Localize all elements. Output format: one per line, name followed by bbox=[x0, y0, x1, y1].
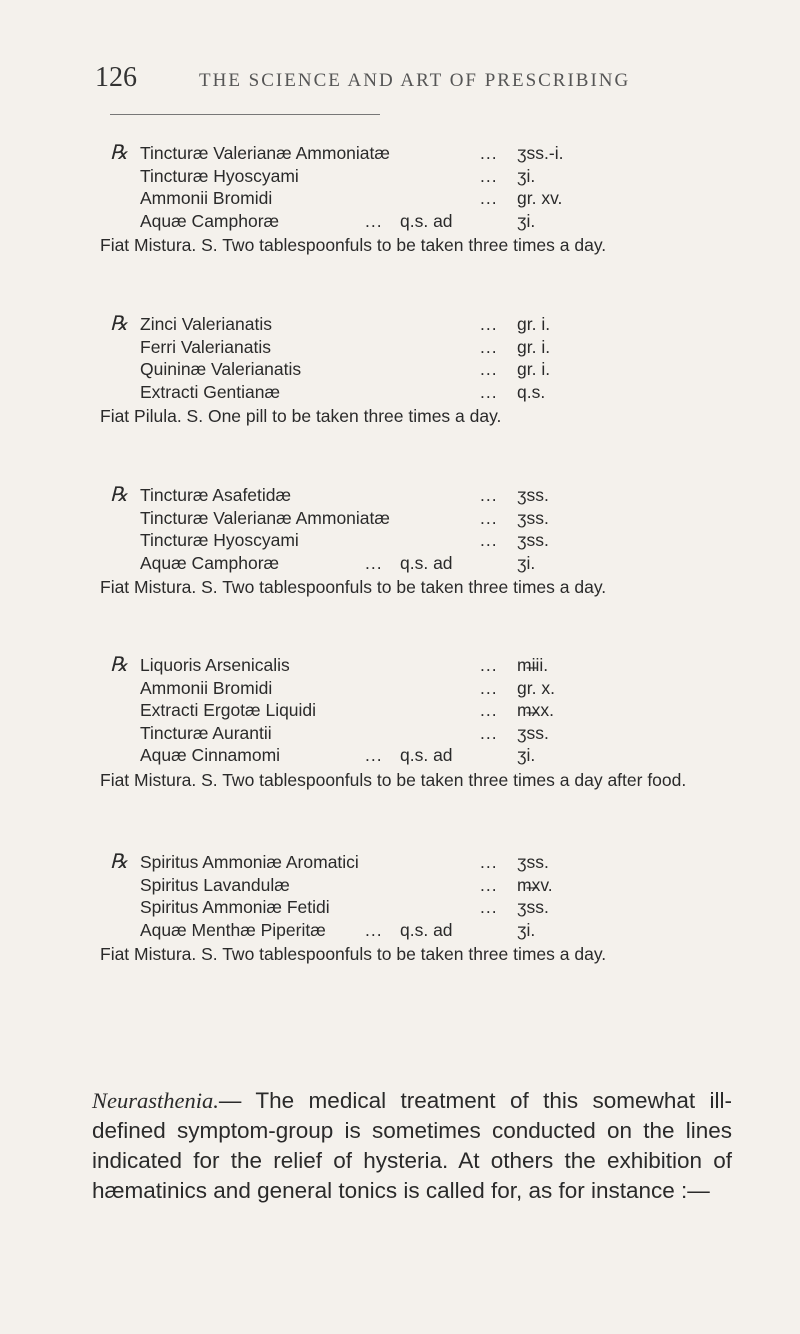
leader-dots: ... bbox=[480, 336, 498, 357]
ingredient-quantity: ʒss.-i. bbox=[517, 143, 564, 163]
ingredient-line bbox=[110, 381, 750, 404]
ingredient-line bbox=[110, 874, 750, 897]
direction-text: Fiat Pilula. S. One pill to be taken three times a day. bbox=[100, 406, 502, 426]
ingredient-quantity: ʒss. bbox=[517, 722, 549, 743]
leader-dots: ... bbox=[480, 722, 498, 743]
leader-dots: ... bbox=[480, 359, 498, 379]
ingredient-line bbox=[110, 744, 750, 767]
direction-text: Fiat Mistura. S. Two tablespoonfuls to be taken three times a day after food. bbox=[100, 769, 687, 790]
leader-dots: ... bbox=[480, 314, 498, 334]
ingredient-name: Tincturæ Hyoscyami bbox=[140, 165, 299, 186]
leader-dots: ... bbox=[480, 700, 498, 720]
ingredient-line bbox=[110, 677, 750, 700]
ingredient-name: Extracti Gentianæ bbox=[140, 381, 281, 402]
ingredient-name: Aquæ Menthæ Piperitæ bbox=[140, 919, 326, 940]
recipe-symbol: ℞ bbox=[110, 313, 128, 335]
ingredient-line bbox=[110, 142, 750, 165]
leader-dots: ... bbox=[365, 210, 383, 231]
ingredient-name: Aquæ Camphoræ bbox=[140, 552, 280, 573]
ingredient-quantity: gr. x. bbox=[517, 677, 555, 698]
ingredient-name: Ammonii Bromidi bbox=[140, 677, 273, 698]
leader-dots: ... bbox=[480, 381, 498, 402]
section-heading: Neurasthenia. bbox=[92, 1088, 219, 1113]
ingredient-line bbox=[110, 165, 750, 188]
recipe-symbol: ℞ bbox=[110, 484, 128, 506]
ingredient-quantity: gr. i. bbox=[517, 336, 551, 357]
ingredient-name: Extracti Ergotæ Liquidi bbox=[140, 700, 317, 720]
leader-dots: ... bbox=[480, 677, 498, 698]
ingredient-line bbox=[110, 851, 750, 874]
ingredient-quantity: ʒss. bbox=[517, 897, 549, 917]
ingredient-name: Ferri Valerianatis bbox=[140, 336, 271, 357]
ingredient-name: Spiritus Lavandulæ bbox=[140, 874, 290, 895]
ingredient-quantity: ʒss. bbox=[517, 852, 549, 872]
leader-dots: ... bbox=[480, 143, 498, 163]
ingredient-quantity: ʒss. bbox=[517, 507, 549, 528]
ingredient-quantity: m̶xv. bbox=[517, 874, 553, 895]
page-header bbox=[95, 62, 735, 102]
ingredient-quantity: ʒi. bbox=[517, 745, 536, 765]
leader-dots: ... bbox=[480, 852, 498, 872]
ingredient-quantity: ʒss. bbox=[517, 485, 549, 505]
neurasthenia-paragraph bbox=[92, 1086, 732, 1206]
ingredient-quantity: m̶iii. bbox=[517, 655, 549, 675]
leader-dots: ... bbox=[480, 530, 498, 550]
qs-ad: q.s. ad bbox=[400, 745, 453, 765]
ingredient-line bbox=[110, 358, 750, 381]
ingredient-line bbox=[110, 187, 750, 210]
leader-dots: ... bbox=[480, 485, 498, 505]
ingredient-name: Tincturæ Hyoscyami bbox=[140, 530, 299, 550]
direction-text: Fiat Mistura. S. Two tablespoonfuls to be taken three times a day. bbox=[100, 577, 607, 597]
prescription-block bbox=[100, 654, 750, 790]
prescription-block bbox=[100, 142, 750, 255]
ingredient-line bbox=[110, 654, 750, 677]
ingredient-name: Liquoris Arsenicalis bbox=[140, 655, 290, 675]
leader-dots: ... bbox=[365, 919, 383, 940]
qs-ad: q.s. ad bbox=[400, 210, 453, 231]
ingredient-line bbox=[110, 336, 750, 359]
ingredient-quantity: gr. i. bbox=[517, 314, 551, 334]
ingredient-quantity: ʒi. bbox=[517, 210, 536, 231]
leader-dots: ... bbox=[480, 655, 498, 675]
ingredient-name: Aquæ Cinnamomi bbox=[140, 745, 281, 765]
ingredient-line bbox=[110, 896, 750, 919]
ingredient-quantity: gr. i. bbox=[517, 359, 551, 379]
ingredient-line bbox=[110, 919, 750, 942]
direction-text: Fiat Mistura. S. Two tablespoonfuls to be taken three times a day. bbox=[100, 944, 607, 964]
ingredient-line bbox=[110, 507, 750, 530]
ingredient-name: Tincturæ Asafetidæ bbox=[140, 485, 292, 505]
prescription-block bbox=[100, 313, 750, 426]
ingredient-line bbox=[110, 484, 750, 507]
ingredient-name: Ammonii Bromidi bbox=[140, 188, 273, 208]
ingredient-line bbox=[110, 529, 750, 552]
ingredient-name: Tincturæ Valerianæ Ammoniatæ bbox=[140, 507, 390, 528]
ingredient-quantity: q.s. bbox=[517, 381, 546, 402]
ingredient-quantity: ʒi. bbox=[517, 165, 536, 186]
leader-dots: ... bbox=[480, 165, 498, 186]
recipe-symbol: ℞ bbox=[110, 851, 128, 873]
ingredient-name: Spiritus Ammoniæ Aromatici bbox=[140, 852, 359, 872]
paragraph-text: — The medical treatment of this somewhat ill-defined symptom-group is sometimes conducted on the lines indicated for the relief of hysteria. At others the exhibition of hæmatinics and general tonics is called for, as for instance :— bbox=[92, 1088, 732, 1203]
running-title: THE SCIENCE AND ART OF PRESCRIBING bbox=[199, 70, 631, 91]
qs-ad: q.s. ad bbox=[400, 552, 453, 573]
ingredient-quantity: ʒss. bbox=[517, 530, 549, 550]
ingredient-name: Quininæ Valerianatis bbox=[140, 359, 302, 379]
leader-dots: ... bbox=[480, 507, 498, 528]
ingredient-line bbox=[110, 313, 750, 336]
ingredient-quantity: ʒi. bbox=[517, 919, 536, 940]
leader-dots: ... bbox=[480, 874, 498, 895]
header-rule bbox=[110, 114, 380, 115]
leader-dots: ... bbox=[365, 552, 383, 573]
recipe-symbol: ℞ bbox=[110, 654, 128, 676]
direction-text: Fiat Mistura. S. Two tablespoonfuls to be taken three times a day. bbox=[100, 235, 607, 255]
ingredient-line bbox=[110, 722, 750, 745]
ingredient-line bbox=[110, 552, 750, 575]
qs-ad: q.s. ad bbox=[400, 919, 453, 940]
leader-dots: ... bbox=[480, 188, 498, 208]
prescription-block bbox=[100, 484, 750, 597]
ingredient-quantity: gr. xv. bbox=[517, 188, 563, 208]
prescription-block bbox=[100, 851, 750, 964]
ingredient-name: Aquæ Camphoræ bbox=[140, 210, 280, 231]
ingredient-name: Spiritus Ammoniæ Fetidi bbox=[140, 897, 330, 917]
ingredient-quantity: m̶xx. bbox=[517, 700, 554, 720]
ingredient-line bbox=[110, 699, 750, 722]
ingredient-name: Tincturæ Aurantii bbox=[140, 722, 272, 743]
recipe-symbol: ℞ bbox=[110, 142, 128, 164]
leader-dots: ... bbox=[480, 897, 498, 917]
page-number: 126 bbox=[95, 62, 137, 93]
ingredient-name: Zinci Valerianatis bbox=[140, 314, 272, 334]
leader-dots: ... bbox=[365, 745, 383, 765]
ingredient-quantity: ʒi. bbox=[517, 552, 536, 573]
ingredient-name: Tincturæ Valerianæ Ammoniatæ bbox=[140, 143, 390, 163]
ingredient-line bbox=[110, 210, 750, 233]
